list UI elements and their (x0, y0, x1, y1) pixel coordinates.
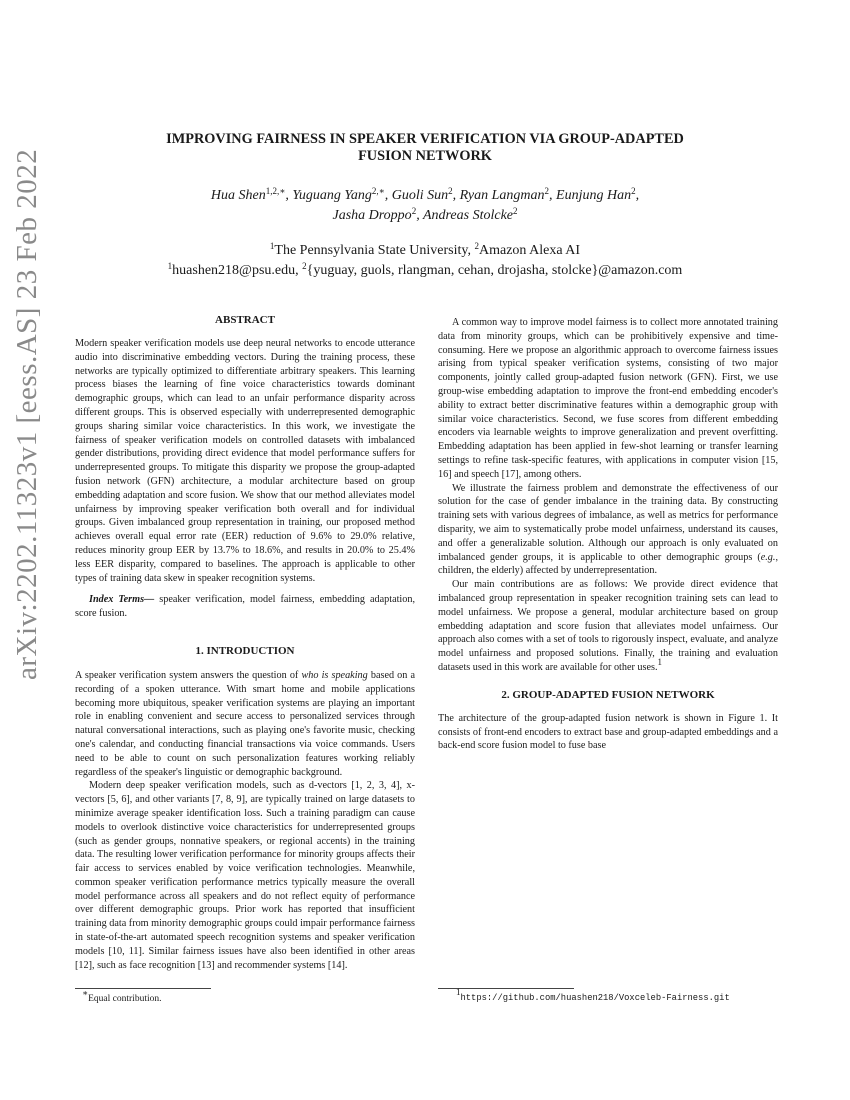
intro-p1-text-cont: based on a recording of a spoken utterance. With smart home and mobile applications becoming more ubiquitous, speaker verification systems are playing an important role in enabling convenient and secure access to personalized services through natural conversational interactions, such as playing one's favorite music, checking one's calendar, and conducting financial transactions via voice commands. Users need to be able to count on such personalization features working reliably regardless of the speaker's linguistic or demographic background. (75, 669, 416, 778)
abstract-text: Modern speaker verification models use deep neural networks to encode utterance audio into discriminative embedding vectors. During the training process, these networks are typically optimized to differentiate arbitrary speakers. This learning process biases the learning of fine voice characteristics towards dominant demographic groups, which can lead to an unfair performance disparity across different groups. This is observed especially with underrepresented demographic groups sharing similar voice characteristics. In this work, we investigate the fairness of speaker verification models on controlled datasets with imbalanced gender distributions, providing direct evidence that model performance suffers for underrepresented groups. To mitigate this disparity we propose the group-adapted fusion network (GFN) architecture, a modular architecture based on group embedding adaptation and score fusion. We show that our method alleviates model unfairness by improving speaker verification both overall and for individual groups. Given imbalanced group representation in training, our proposed method achieves overall equal error rate (EER) reduction of 9.6% to 29.0% relative, reduces minority group EER by 13.7% to 18.6%, and results in 20.0% to 25.4% less EER disparity, compared to baselines. The approach is applicable to other types of training data skew in speaker recognition systems. (75, 338, 415, 584)
intro-paragraph-4 (438, 482, 778, 579)
affiliations: $^1$The Pennsylvania State University, $^2$Amazon Alexa AI $^1$huashen218@psu.edu, $^2${yuguay, guols, rlangman, cehan, drojasha, stolcke}@amazon.com (167, 241, 683, 278)
left-column (75, 314, 415, 972)
abstract-heading: ABSTRACT (215, 314, 275, 326)
intro-paragraph-2: Modern deep speaker verification models, such as d-vectors [1, 2, 3, 4], x-vectors [5, 6], and other variants [7, 8, 9], are typically trained on large datasets to minimize average speaker identification loss. Such a training paradigm can cause models to overlook distinctive voice characteristics for underrepresented groups (such as gender groups, nonnative speakers, or regional accents) in the training data. The resulting lower verification performance for minority groups affects their fair access to services enabled by voice verification technologies. Meanwhile, common speaker verification performance metrics typically measure the overall model performance across all speakers and do not reflect equity of performance over different demographic groups. Prior work has reported that insufficient training data from minority demographic groups could impair performance fairness in state-of-the-art automated speech recognition systems and speaker verification models [10, 11]. Similar fairness issues have also been identified in other areas [12], such as face recognition [13] and recommender systems [14]. (75, 780, 415, 971)
intro-p5-text: Our main contributions are as follows: We provide direct evidence that imbalanced group representation in speaker recognition training sets can lead to model unfairness. We propose a general, modular architecture based on group embedding adaptation and score fusion that alleviates model unfairness. Our approach also comes with a set of tools to rigorously inspect, evaluate, and analyze model unfairness and proposed solutions. Finally, the training and evaluation datasets used in this work are available for other uses. (438, 579, 778, 673)
intro-p1-emphasis: who is speaking (301, 669, 368, 681)
author-list: Hua Shen$^{1,2,∗}$, Yuguang Yang$^{2,∗}$, Guoli Sun$^2$, Ryan Langman$^2$, Eunjung Han$^2$, Jasha Droppo$^2$, Andreas Stolcke$^2$ (210, 186, 640, 223)
section2-heading: 2. GROUP-ADAPTED FUSION NETWORK (501, 688, 715, 701)
footnote-url-text[interactable]: https://github.com/huashen218/Voxceleb-Fairness.git (460, 993, 730, 1003)
index-terms-label: Index Terms— (89, 594, 155, 606)
email-amazon: {yuguay, guols, rlangman, cehan, drojasha, stolcke}@amazon.com (306, 263, 683, 278)
email-psu: huashen218@psu.edu, (172, 263, 299, 278)
footnote-equal-text: Equal contribution. (88, 994, 162, 1004)
footnote-github-url: $^1$https://github.com/huashen218/Voxceleb-Fairness.git (456, 987, 730, 1003)
index-terms (75, 593, 415, 621)
author-name: Guoli Sun (391, 188, 449, 203)
intro-p4-emphasis: e.g. (760, 551, 776, 563)
intro-heading: 1. INTRODUCTION (195, 644, 295, 657)
intro-paragraph-5: Our main contributions are as follows: We provide direct evidence that imbalanced group representation in speaker recognition training sets can lead to model unfairness. We propose a general, modular architecture based on group embedding adaptation and score fusion that alleviates model unfairness. Our approach also comes with a set of tools to rigorously inspect, evaluate, and analyze model unfairness and proposed solutions. Finally, the training and evaluation datasets used in this work are available for other uses.$^1$ (438, 579, 778, 673)
intro-p4-text: We illustrate the fairness problem and demonstrate the effectiveness of our solution for the case of gender imbalance in the training data. By constructing training sets with various degrees of imbalance, as well as metrics for performance disparity, we aim to systematically probe model unfairness, understand its causes, and offer a generalizable solution. Although our approach is only evaluated on imbalanced gender groups, it is applicable to other demographic groups ( (438, 482, 778, 563)
footnote-rule (75, 988, 211, 989)
author-name: Hua Shen (210, 188, 266, 203)
intro-paragraph-3: A common way to improve model fairness is to collect more annotated training data from minority groups, which can be prohibitively expensive and time-consuming. Here we propose an algorithmic approach to overcome fairness issues arising from typical speaker verification systems, consisting of two major components, jointly called group-adapted fusion network (GFN). First, we use group-wise embedding adaptation to improve the front-end embedding encoder's ability to extract better discriminative features within a demographic group with similar voice characteristics. Second, we fuse scores from different embedding encoders via learnable weights to improve generalization and prevent overfitting. Embedding adaptation has been applied in few-shot learning or transfer learning settings to refine task-specific features, with applications in computer vision [15, 16] and speech [17], among others. (438, 317, 778, 480)
intro-p1-text: A speaker verification system answers the question of (75, 669, 299, 681)
intro-p4-text-cont: , children, the elderly) affected by underrepresentation. (438, 551, 778, 577)
author-name: Ryan Langman (459, 188, 545, 203)
section2-paragraph-1: The architecture of the group-adapted fusion network is shown in Figure 1. It consists of front-end encoders to extract base and group-adapted embeddings and a back-end score fusion model to fuse base (438, 712, 778, 752)
affiliation-psu: The Pennsylvania State University, (274, 243, 471, 258)
paper-title: IMPROVING FAIRNESS IN SPEAKER VERIFICATION VIA GROUP-ADAPTED FUSION NETWORK (166, 131, 684, 164)
arxiv-identifier: arXiv:2202.11323v1 [eess.AS] 23 Feb 2022 (11, 148, 43, 680)
affiliation-amazon: Amazon Alexa AI (479, 243, 581, 258)
author-name: Jasha Droppo (332, 208, 412, 223)
index-terms-text: speaker verification, model fairness, embedding adaptation, score fusion. (75, 594, 415, 620)
footnote-equal-contribution: ∗Equal contribution. (82, 988, 162, 1004)
author-name: Andreas Stolcke (422, 208, 514, 223)
author-name: Yuguang Yang (292, 188, 372, 203)
author-name: Eunjung Han (556, 188, 632, 203)
right-column (438, 316, 778, 753)
intro-paragraph-1 (75, 669, 415, 779)
